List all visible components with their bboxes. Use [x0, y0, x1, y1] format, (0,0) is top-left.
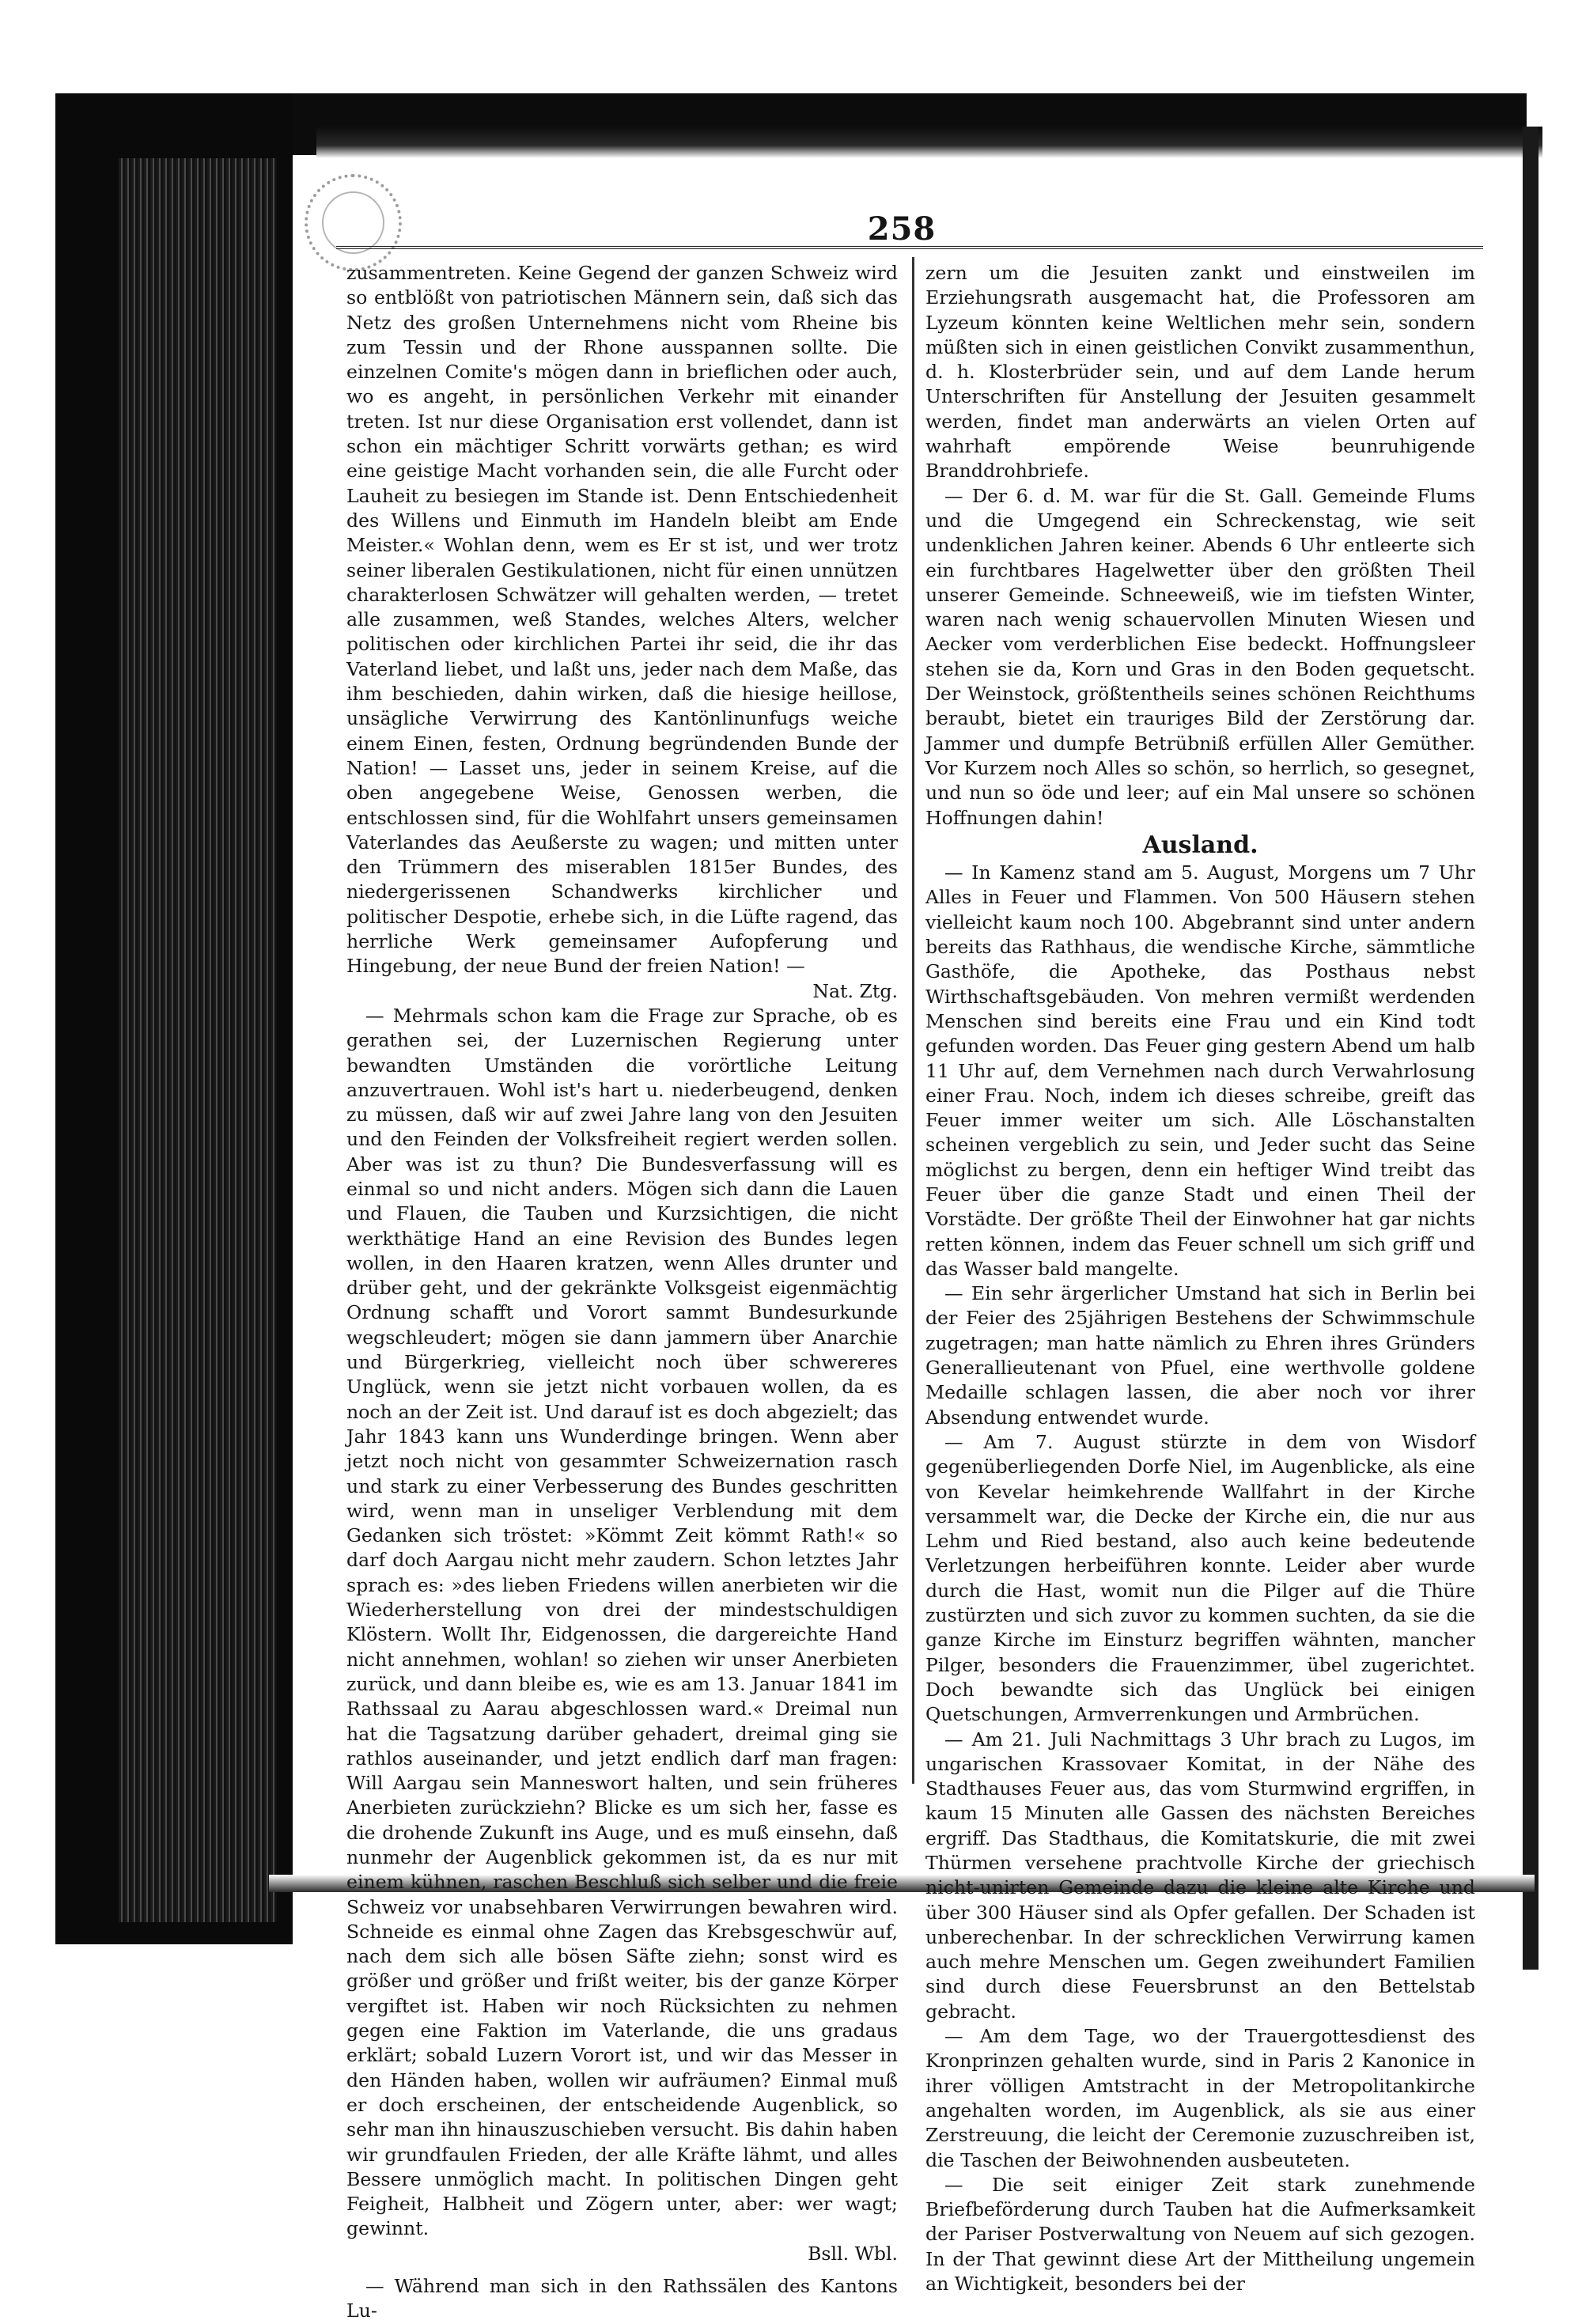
left-column: [346, 261, 898, 2324]
header-rule: [336, 246, 1483, 249]
right-column: [925, 261, 1475, 2296]
library-stamp-icon: [305, 174, 402, 271]
article-paragraph: — Am 21. Juli Nachmittags 3 Uhr brach zu Lugos, im ungarischen Krassovaer Komitat, in der Nähe des Stadthauses Feuer aus, das vom Sturmwind ergriffen, in kaum 15 Minuten alle Gassen des nächsten Bereiches ergriff. Das Stadthaus, die Komitatskurie, die mit zwei Thürmen versehene prachtvolle Kirche der griechisch nicht-unirten Gemeinde dazu die kleine alte Kirche und über 300 Häuser sind als Opfer gefallen. Der Schaden ist unberechenbar. In der schrecklichen Verwirrung kamen auch mehre Menschen um. Gegen zweihundert Familien sind durch diese Feuersbrunst an den Bettelstab gebracht.: [925, 1728, 1475, 2023]
article-paragraph: — Die seit einiger Zeit stark zunehmende Briefbeförderung durch Tauben hat die Aufmerksamkeit der Pariser Postverwaltung von Neuem auf sich gezogen. In der That gewinnt diese Art der Mittheilung ungemein an Wichtigkeit, besonders bei der: [925, 2173, 1475, 2296]
book-binding-right: [1523, 127, 1538, 1970]
scan-top-gradient: [316, 127, 1542, 158]
section-heading: Ausland.: [1142, 831, 1258, 859]
article-paragraph: — In Kamenz stand am 5. August, Morgens um 7 Uhr Alles in Feuer und Flammen. Von 500 Häusern stehen vielleicht kaum noch 100. Abgebrannt sind unter andern bereits das Rathhaus, die wendische Kirche, sämmtliche Gasthöfe, die Apotheke, das Posthaus nebst Wirthschaftsgebäuden. Von mehren vermißt werdenden Menschen sind bereits eine Frau und ein Kind todt gefunden worden. Das Feuer ging gestern Abend um halb 11 Uhr auf, dem Vernehmen nach durch Verwahrlosung einer Frau. Noch, indem ich dieses schreibe, greift das Feuer immer weiter um sich. Alle Löschanstalten scheinen vergeblich zu sein, und Jeder sucht das Seine möglichst zu bergen, denn ein heftiger Wind treibt das Feuer über die ganze Stadt und einen Theil der Vorstädte. Der größte Theil der Einwohner hat gar nichts retten können, indem das Feuer schnell um sich griff und das Wasser bald mangelte.: [925, 861, 1475, 1280]
source-attribution: Bsll. Wbl.: [808, 2242, 898, 2265]
source-line: [346, 2242, 898, 2266]
article-paragraph: — Am dem Tage, wo der Trauergottesdienst des Kronprinzen gehalten wurde, sind in Paris 2 Kanonice in ihrer völligen Amtstracht in der Metropolitankirche angehalten worden, im Augenblick, als sie aus einer Zerstreuung, die leicht der Ceremonie zuzuschreiben ist, die Taschen der Beiwohnenden ausbeuteten.: [925, 2025, 1475, 2171]
column-divider: [912, 257, 914, 1784]
source-line: [346, 979, 898, 1004]
book-page-edges: [119, 158, 277, 1922]
article-paragraph: — Der 6. d. M. war für die St. Gall. Gemeinde Flums und die Umgegend ein Schreckenstag, wie seit undenklichen Jahren keiner. Abends 6 Uhr entleerte sich ein furchtbares Hagelwetter über den größten Theil unserer Gemeinde. Schneeweiß, wie im tiefsten Winter, waren nach wenig schauervollen Minuten Wiesen und Aecker vom verderblichen Eise bedeckt. Hoffnungsleer stehen sie da, Korn und Gras in den Boden gequetscht. Der Weinstock, größtentheils seines schönen Reichthums beraubt, bietet ein trauriges Bild der Zerstörung dar. Jammer und dumpfe Betrübniß erfüllen Aller Gemüther. Vor Kurzem noch Alles so schön, so herrlich, so gesegnet, und nun so öde und leer; auf ein Mal unsere so schönen Hoffnungen dahin!: [925, 484, 1475, 829]
article-paragraph: — Während man sich in den Rathssälen des Kantons Lu-: [346, 2275, 898, 2322]
article-paragraph: zusammentreten. Keine Gegend der ganzen Schweiz wird so entblößt von patriotischen Männern sein, daß sich das Netz des großen Unternehmens nicht vom Rheine bis zum Tessin und der Rhone ausspannen sollte. Die einzelnen Comite's mögen dann in brieflichen oder auch, wo es angeht, in persönlichen Verkehr mit einander treten. Ist nur diese Organisation erst vollendet, dann ist schon ein mächtiger Schritt vorwärts gethan; es wird eine geistige Macht vorhanden sein, die alle Furcht oder Lauheit zu besiegen im Stande ist. Denn Entschiedenheit des Willens und Einmuth im Handeln bleibt am Ende Meister.« Wohlan denn, wem es Er st ist, und wer trotz seiner liberalen Gestikulationen, nicht für einen unnützen charakterlosen Schwätzer will gehalten werden, — tretet alle zusammen, weß Standes, welches Alters, welcher politischen oder kirchlichen Partei ihr seid, die ihr das Vaterland liebet, und laßt uns, jeder nach dem Maße, das ihm beschieden, dahin wirken, daß die hiesige heillose, unsägliche Verwirrung des Kantönlinunfugs weiche einem Einen, festen, Ordnung begründenden Bunde der Nation! — Lasset uns, jeder in seinem Kreise, auf die oben angegebene Weise, Genossen werben, die entschlossen sind, für die Wohlfahrt unsers gemeinsamen Vaterlandes das Aeußerste zu wagen; und mitten unter den Trümmern des miserablen 1815er Bundes, des niedergerissenen Schandwerks kirchlicher und politischer Despotie, erhebe sich, in die Lüfte ragend, das herrliche Werk gemeinsamer Aufopferung und Hingebung, der neue Bund der freien Nation! —: [346, 262, 898, 978]
page-number: 258: [867, 210, 937, 248]
source-attribution: Nat. Ztg.: [812, 979, 898, 1002]
article-paragraph: — Ein sehr ärgerlicher Umstand hat sich in Berlin bei der Feier des 25jährigen Bestehens der Schwimmschule zugetragen; man hatte nämlich zu Ehren ihres Gründers Generallieutenant von Pfuel, eine werthvolle goldene Medaille schlagen lassen, die aber noch vor ihrer Absendung entwendet wurde.: [925, 1282, 1475, 1429]
article-paragraph: zern um die Jesuiten zankt und einstweilen im Erziehungsrath ausgemacht hat, die Professoren am Lyzeum könnten keine Weltlichen mehr sein, sondern müßten sich in einen geistlichen Convikt zusammenthun, d. h. Klosterbrüder sein, und auf dem Lande herum Unterschriften für Anstellung der Jesuiten gesammelt werden, findet man anderwärts an vielen Orten auf wahrhaft empörende Weise beunruhigende Branddrohbriefe.: [925, 262, 1475, 483]
article-paragraph: — Am 7. August stürzte in dem von Wisdorf gegenüberliegenden Dorfe Niel, im Augenblicke, als eine von Kevelar heimkehrende Wallfahrt in der Kirche versammelt war, die Decke der Kirche ein, die nur aus Lehm und Ried bestand, also auch keine bedeutende Verletzungen herbeiführen konnte. Leider aber wurde durch die Hast, womit nun die Pilger auf die Thüre zustürzten und sich zuvor zu kommen suchten, da sie die ganze Kirche im Einsturz begriffen wähnten, mancher Pilger, besonders die Frauenzimmer, übel zugerichtet. Doch bewandte sich das Unglück bei einigen Quetschungen, Armverrenkungen und Armbrüchen.: [925, 1430, 1475, 1726]
article-paragraph: — Mehrmals schon kam die Frage zur Sprache, ob es gerathen sei, der Luzernischen Regierung unter bewandten Umständen die vorörtliche Leitung anzuvertrauen. Wohl ist's hart u. niederbeugend, denken zu müssen, daß wir auf zwei Jahre lang von den Jesuiten und den Feinden der Volksfreiheit regiert werden sollen. Aber was ist zu thun? Die Bundesverfassung will es einmal so und nicht anders. Mögen sich dann die Lauen und Flauen, die Tauben und Kurzsichtigen, die nicht werkthätige Hand an eine Revision des Bundes legen wollen, in den Haaren kratzen, wenn Alles drunter und drüber geht, und der gekränkte Volksgeist eigenmächtig Ordnung schafft und Vorort sammt Bundesurkunde wegschleudert; mögen sie dann jammern über Anarchie und Bürgerkrieg, vielleicht noch über schwereres Unglück, wenn sie jetzt nicht vorbauen wollen, da es noch an der Zeit ist. Und darauf ist es doch abgezielt; das Jahr 1843 kann uns Wunderdinge bringen. Wenn aber jetzt noch nicht von gesammter Schweizernation rasch und stark zu einer Verbesserung des Bundes geschritten wird, wenn man in unseliger Verblendung mit dem Gedanken sich tröstet: »Kömmt Zeit kömmt Rath!« so darf doch Aargau nicht mehr zaudern. Schon letztes Jahr sprach es: »des lieben Friedens willen anerbieten wir die Wiederherstellung von drei der mindestschuldigen Klöstern. Wollt Ihr, Eidgenossen, die dargereichte Hand nicht annehmen, wohlan! so ziehen wir unser Anerbieten zurück, und dann bleibe es, wie es am 13. Januar 1841 im Rathssaal zu Aarau abgeschlossen ward.« Dreimal nun hat die Tagsatzung darüber gehadert, dreimal ging sie rathlos auseinander, und jetzt endlich darf man fragen: Will Aargau sein Manneswort halten, und sein früheres Anerbieten zurückziehn? Blicke es um sich her, fasse es die drohende Zukunft ins Auge, und es muß einsehn, daß nunmehr der Augenblick gekommen ist, da es nur mit einem kühnen, raschen Beschluß sich selber und die freie Schweiz vor unabsehbaren Verwirrungen bewahren wird. Schneide es einmal ohne Zagen das Krebsgeschwür auf, nach dem sich alle bösen Säfte ziehn; sonst wird es größer und größer und frißt weiter, bis der ganze Körper vergiftet ist. Haben wir noch Rücksichten zu nehmen gegen eine Faktion im Vaterlande, die uns gradaus erklärt; sobald Luzern Vorort ist, und wir das Messer in den Händen haben, wollen wir aufräumen? Einmal muß er doch erscheinen, der entscheidende Augenblick, so sehr man ihn hinauszuschieben versucht. Bis dahin haben wir grundfaulen Frieden, der alle Kräfte lähmt, und alles Bessere unmöglich macht. In politischen Dingen geht Feigheit, Halbheit und Zögern unter, aber: wer wagt; gewinnt.: [346, 1004, 898, 2240]
